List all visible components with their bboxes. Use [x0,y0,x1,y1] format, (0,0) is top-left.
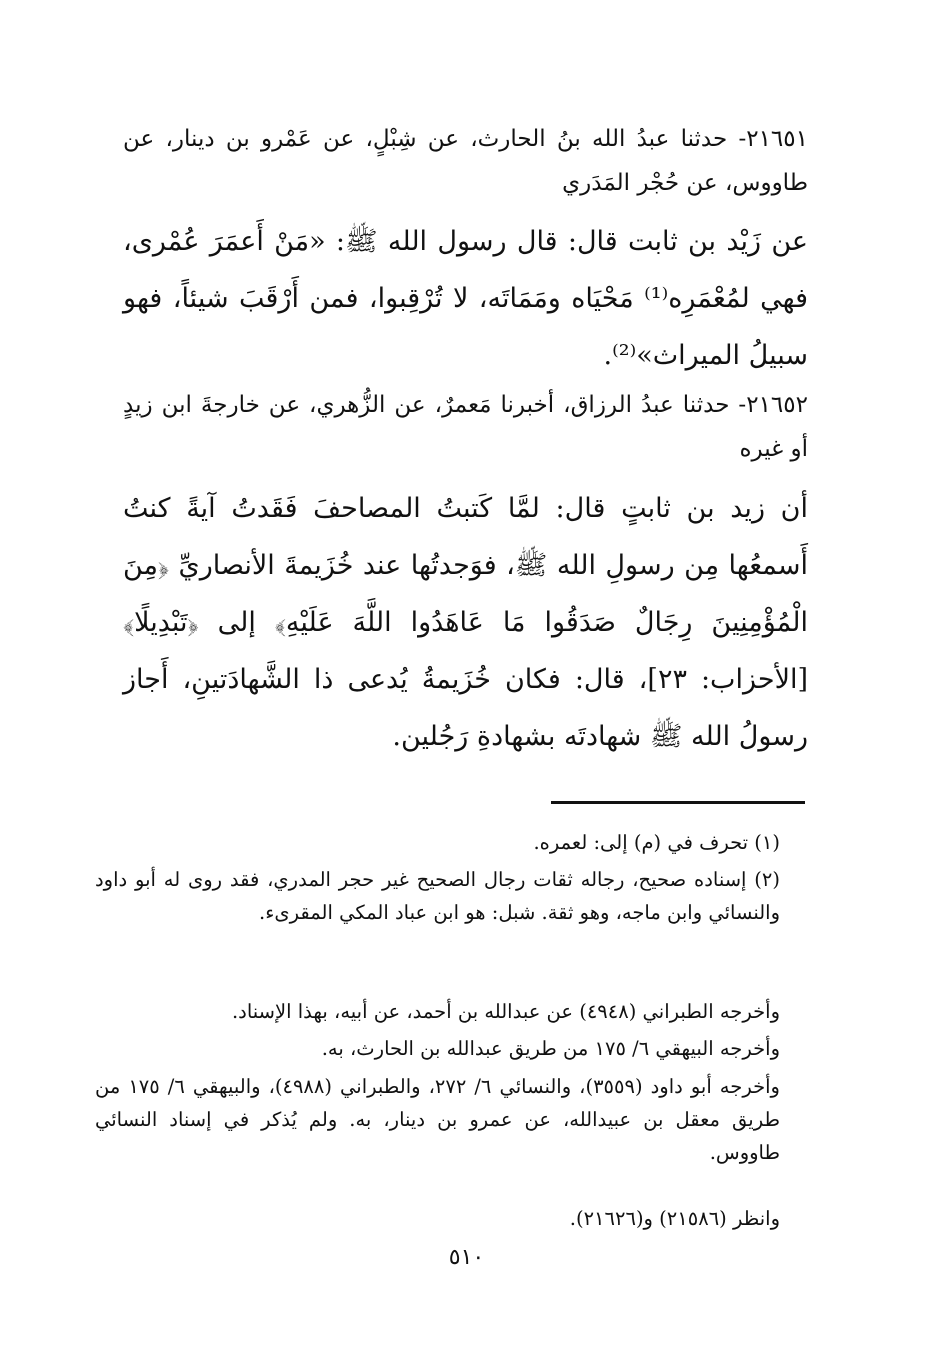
footnote-2: (٢) إسناده صحيح، رجاله ثقات رجال الصحيح غير حجر المدري، فقد روى له أبو داود والنسائي وابن ماجه، وهو ثقة. شبل: هو ابن عباد المكي المقرىء. [95,868,780,924]
footnote-2-bayhaqi: وأخرجه البيهقي ٦/ ١٧٥ من طريق عبدالله بن الحارث، به. [321,1037,780,1060]
footnote-2-crossref: وانظر (٢١٥٨٦) و(٢١٦٢٦). [569,1207,780,1230]
footnote-separator [551,801,805,804]
footnote-2-abudawud: وأخرجه أبو داود (٣٥٥٩)، والنسائي ٦/ ٢٧٢، والطبراني (٤٩٨٨)، والبيهقي ٦/ ١٧٥ من طريق معقل بن عبيدالله، عن عمرو بن دينار، به. ولم يُذكر في إسناد النسائي طاووس. [95,1075,780,1164]
hadith-21652-text: أن زيد بن ثابتٍ قال: لمَّا كَتبتُ المصاحفَ فَقَدتُ آيةً كنتُ أَسمعُها مِن رسولِ الله ﷺ، فوَجدتُها عند خُزَيمةَ الأنصاريِّ ﴿مِنَ الْمُؤْمِنِينَ رِجَالٌ صَدَقُوا مَا عَاهَدُوا اللَّهَ عَلَيْهِ﴾ إلى ﴿تَبْدِيلًا﴾ [الأحزاب: ٢٣]، قال: فكان خُزَيمةُ يُدعى ذا الشَّهادَتينِ، أَجاز رسولُ الله ﷺ شهادتَه بشهادةِ رَجُلين. [123,493,808,752]
page-number: ٥١٠ [448,1245,485,1270]
hadith-21651-text: عن زَيْد بن ثابت قال: قال رسول الله ﷺ: «مَنْ أَعمَرَ عُمْرى، فهي لمُعْمَرِه⁽¹⁾ مَحْيَاه ومَمَاتَه، لا تُرْقِبوا، فمن أَرْقَبَ شيئاً، فهو سبيلُ الميراث»⁽²⁾. [123,226,808,371]
hadith-21652-chain: ٢١٦٥٢- حدثنا عبدُ الرزاق، أخبرنا مَعمرٌ، عن الزُّهري، عن خارجةَ ابن زيدٍ أو غيره [123,392,808,462]
hadith-21651-chain: ٢١٦٥١- حدثنا عبدُ الله بنُ الحارث، عن شِبْلٍ، عن عَمْرو بن دينار، عن طاووس، عن حُجْر المَدَري [123,126,808,196]
footnote-1: (١) تحرف في (م) إلى: لعمره. [533,831,780,854]
footnote-2-tabarani: وأخرجه الطبراني (٤٩٤٨) عن عبدالله بن أحمد، عن أبيه، بهذا الإسناد. [231,1000,780,1023]
